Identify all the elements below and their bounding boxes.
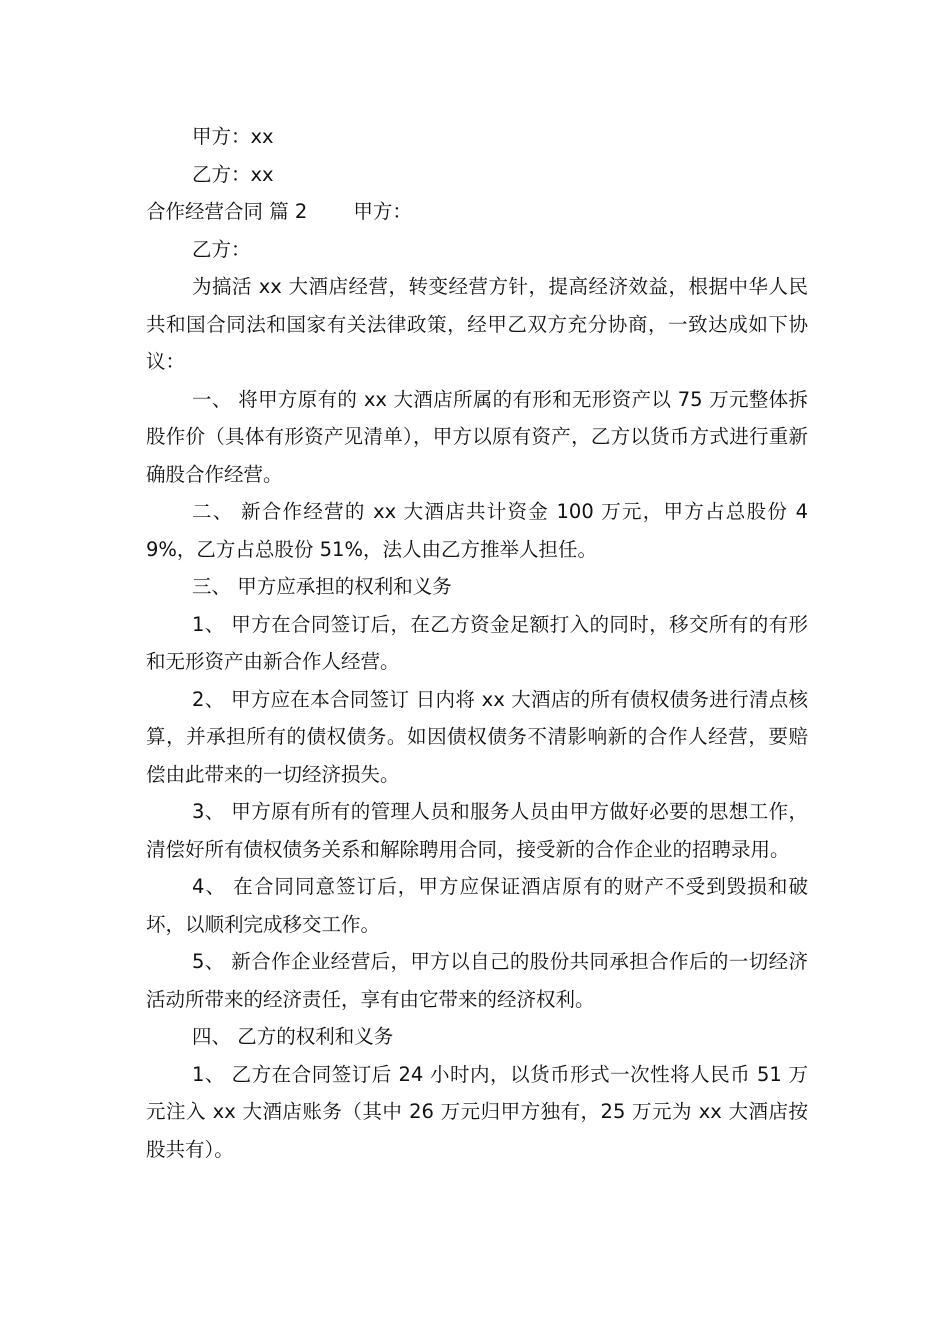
clause-3-item-4: 4、 在合同同意签订后，甲方应保证酒店原有的财产不受到毁损和破坏，以顺利完成移交工作。 <box>146 875 808 936</box>
clause-3-item-3: 3、 甲方原有所有的管理人员和服务人员由甲方做好必要的思想工作，清偿好所有债权债务关系和解除聘用合同，接受新的合作企业的招聘录用。 <box>146 800 808 861</box>
preamble-paragraph: 为搞活 xx 大酒店经营，转变经营方针，提高经济效益，根据中华人民共和国合同法和国家有关法律政策，经甲乙双方充分协商，一致达成如下协议： <box>146 275 808 373</box>
document-body <box>146 118 808 1168</box>
section-heading <box>146 193 808 231</box>
contract-title: 合作经营合同 篇 2 <box>146 200 308 223</box>
clause-3-item-1: 1、 甲方在合同签订后，在乙方资金足额打入的同时，移交所有的有形和无形资产由新合作人经营。 <box>146 612 808 673</box>
party-a-label: 甲方： <box>353 200 412 223</box>
party-a-line: 甲方：xx <box>192 125 274 148</box>
clause-3-heading: 三、 甲方应承担的权利和义务 <box>192 575 452 598</box>
clause-4-item-1: 1、 乙方在合同签订后 24 小时内，以货币形式一次性将人民币 51 万元注入 xx 大酒店账务（其中 26 万元归甲方独有，25 万元为 xx 大酒店按股共有）。 <box>146 1062 808 1161</box>
clause-1: 一、 将甲方原有的 xx 大酒店所属的有形和无形资产以 75 万元整体拆股作价（具体有形资产见清单），甲方以原有资产，乙方以货币方式进行重新确股合作经营。 <box>146 387 808 486</box>
clause-3-item-5: 5、 新合作企业经营后，甲方以自己的股份共同承担合作后的一切经济活动所带来的经济责任，享有由它带来的经济权利。 <box>146 950 808 1011</box>
clause-3-item-2: 2、 甲方应在本合同签订 日内将 xx 大酒店的所有债权债务进行清点核算，并承担所有的债权债务。如因债权债务不清影响新的合作人经营，要赔偿由此带来的一切经济损失。 <box>146 687 808 786</box>
clause-4-heading: 四、 乙方的权利和义务 <box>192 1025 394 1048</box>
party-b-line: 乙方：xx <box>192 162 274 186</box>
party-b-label: 乙方： <box>192 237 251 261</box>
clause-2: 二、 新合作经营的 xx 大酒店共计资金 100 万元，甲方占总股份 49%，乙方占总股份 51%，法人由乙方推举人担任。 <box>146 500 808 561</box>
